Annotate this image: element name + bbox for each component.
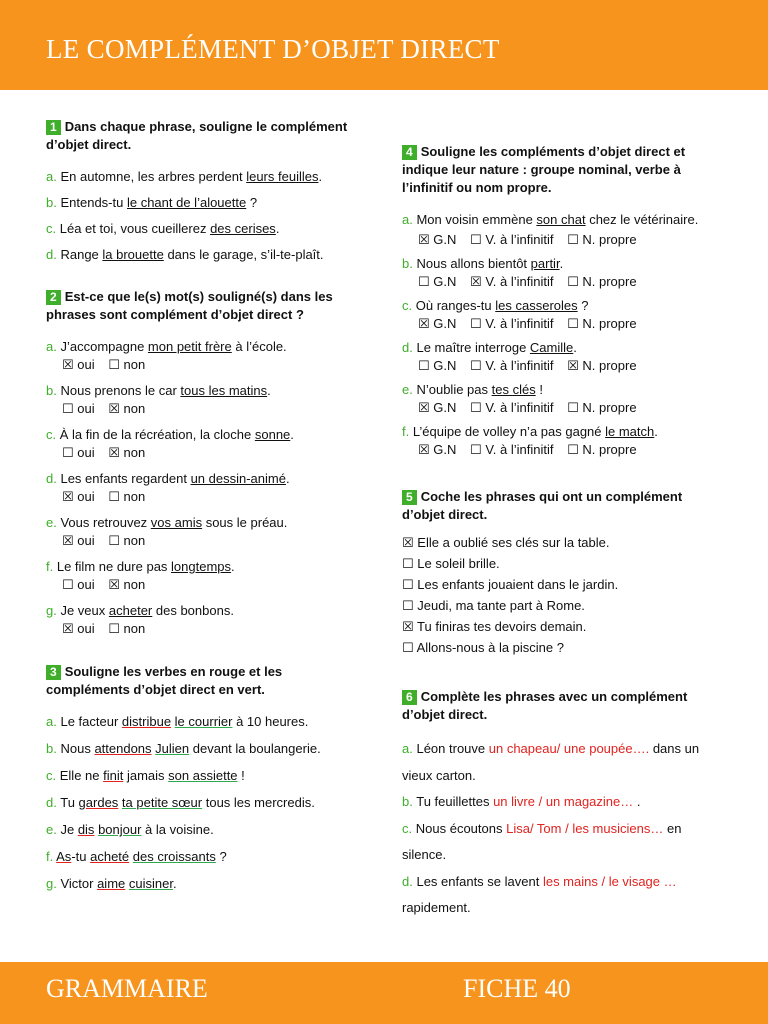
checkbox-oui[interactable]: ☒ — [62, 490, 74, 505]
exercise-number: 6 — [402, 690, 417, 705]
sentence: a. Le facteur distribue le courrier à 10 heures. — [46, 714, 309, 729]
answer: les mains / le visage … — [542, 873, 677, 889]
instruction: Souligne les compléments d’objet direct et indique leur nature : groupe nominal, verbe à l’infinitif ou nom propre. — [402, 144, 686, 195]
checkbox-np[interactable]: ☒ — [567, 359, 579, 374]
checkbox-non[interactable]: ☐ — [108, 490, 120, 505]
checkbox-vi[interactable]: ☐ — [470, 317, 482, 332]
exercise-1-items — [46, 168, 366, 264]
exercise-5-heading — [402, 488, 722, 524]
checkbox-gn[interactable]: ☒ — [418, 443, 430, 458]
checkbox-np[interactable]: ☐ — [567, 275, 579, 290]
sentence: b. Nous attendons Julien devant la boulangerie. — [46, 741, 321, 756]
sentence: d. Range la brouette dans le garage, s’il-te-plaît. — [46, 247, 324, 262]
sentence: a. En automne, les arbres perdent leurs feuilles. — [46, 169, 323, 184]
sentence: e. Je dis bonjour à la voisine. — [46, 822, 214, 837]
checkbox-non[interactable]: ☐ — [108, 534, 120, 549]
checkbox-non[interactable]: ☒ — [108, 578, 120, 593]
exercise-2-items — [46, 338, 366, 639]
instruction: Dans chaque phrase, souligne le complément d’objet direct. — [46, 119, 348, 152]
header-banner — [0, 0, 768, 90]
instruction: Coche les phrases qui ont un complément d’objet direct. — [402, 489, 683, 522]
question: b. Nous allons bientôt partir. ☐ G.N ☒ V. à l’infinitif ☐ N. propre — [402, 256, 637, 290]
exercise-4-items — [402, 209, 722, 460]
checkbox-item[interactable]: ☐ Allons-nous à la piscine ? — [402, 640, 564, 656]
exercise-5-items — [402, 534, 722, 658]
exercise-6-items — [402, 736, 722, 922]
question: e. N’oublie pas tes clés ! ☒ G.N ☐ V. à l’infinitif ☐ N. propre — [402, 382, 637, 416]
question: g. Je veux acheter des bonbons. ☒ oui ☐ non — [46, 603, 234, 637]
checkbox-item[interactable]: ☐ Le soleil brille. — [402, 556, 500, 572]
checkbox-item[interactable]: ☐ Jeudi, ma tante part à Rome. — [402, 598, 585, 614]
footer-subject: GRAMMAIRE — [46, 974, 208, 1003]
exercise-number: 3 — [46, 665, 61, 680]
checkbox-oui[interactable]: ☒ — [62, 534, 74, 549]
answer: Lisa/ Tom / les musiciens… — [506, 820, 664, 836]
question: d. Le maître interroge Camille. ☐ G.N ☐ V. à l’infinitif ☒ N. propre — [402, 340, 637, 374]
exercise-3-items — [46, 713, 366, 893]
checkbox-gn[interactable]: ☒ — [418, 401, 430, 416]
question: f. Le film ne dure pas longtemps. ☐ oui ☒ non — [46, 559, 235, 593]
exercise-3-heading — [46, 663, 366, 699]
sentence: c. Léa et toi, vous cueillerez des cerises. — [46, 221, 280, 236]
checkbox-np[interactable]: ☐ — [567, 401, 579, 416]
answer: un chapeau/ une poupée…. — [488, 741, 650, 756]
question: a. Mon voisin emmène son chat chez le vétérinaire. ☒ G.N ☐ V. à l’infinitif ☐ N. propre — [402, 212, 699, 248]
checkbox-oui[interactable]: ☐ — [62, 402, 74, 417]
checkbox-np[interactable]: ☐ — [567, 317, 579, 332]
exercise-1-heading — [46, 118, 366, 154]
instruction: Souligne les verbes en rouge et les compléments d’objet direct en vert. — [46, 664, 283, 697]
checkbox[interactable]: ☒ — [402, 620, 414, 635]
question: e. Vous retrouvez vos amis sous le préau. ☒ oui ☐ non — [46, 515, 288, 549]
checkbox[interactable]: ☐ — [402, 641, 414, 656]
checkbox[interactable]: ☐ — [402, 578, 414, 593]
sentence: d. Les enfants se lavent les mains / le visage … rapidement. — [402, 873, 677, 915]
sentence: g. Victor aime cuisiner. — [46, 876, 177, 891]
instruction: Est-ce que le(s) mot(s) souligné(s) dans les phrases sont complément d’objet direct ? — [46, 289, 333, 322]
checkbox-gn[interactable]: ☐ — [418, 359, 430, 374]
checkbox-item[interactable]: ☒ Elle a oublié ses clés sur la table. — [402, 535, 610, 551]
checkbox-np[interactable]: ☐ — [567, 233, 579, 248]
exercise-number: 1 — [46, 120, 61, 135]
page-title: LE COMPLÉMENT D’OBJET DIRECT — [46, 34, 500, 64]
exercise-2-heading — [46, 288, 366, 324]
sentence: c. Nous écoutons Lisa/ Tom / les musiciens… en silence. — [402, 820, 682, 862]
right-column — [402, 143, 722, 922]
question: c. À la fin de la récréation, la cloche sonne. ☐ oui ☒ non — [46, 427, 294, 461]
checkbox-vi[interactable]: ☐ — [470, 359, 482, 374]
checkbox-np[interactable]: ☐ — [567, 443, 579, 458]
checkbox-gn[interactable]: ☒ — [418, 233, 430, 248]
checkbox-non[interactable]: ☐ — [108, 622, 120, 637]
sentence: d. Tu gardes ta petite sœur tous les mercredis. — [46, 795, 315, 810]
sentence: b. Tu feuillettes un livre / un magazine… . — [402, 794, 641, 809]
checkbox-non[interactable]: ☐ — [108, 358, 120, 373]
exercise-number: 4 — [402, 145, 417, 160]
exercise-6-heading — [402, 688, 722, 724]
sentence: b. Entends-tu le chant de l’alouette ? — [46, 195, 258, 210]
footer-banner — [0, 962, 768, 1024]
exercise-4-heading — [402, 143, 722, 197]
question: b. Nous prenons le car tous les matins. ☐ oui ☒ non — [46, 383, 271, 417]
checkbox-oui[interactable]: ☒ — [62, 358, 74, 373]
sentence: f. As-tu acheté des croissants ? — [46, 849, 227, 864]
checkbox[interactable]: ☐ — [402, 557, 414, 572]
sentence: a. Léon trouve un chapeau/ une poupée…. dans un vieux carton. — [402, 741, 700, 783]
question: f. L’équipe de volley n’a pas gagné le match. ☒ G.N ☐ V. à l’infinitif ☐ N. propre — [402, 424, 658, 458]
checkbox-non[interactable]: ☒ — [108, 446, 120, 461]
checkbox[interactable]: ☐ — [402, 599, 414, 614]
checkbox-vi[interactable]: ☐ — [470, 401, 482, 416]
left-column — [46, 118, 366, 893]
exercise-number: 5 — [402, 490, 417, 505]
question: c. Où ranges-tu les casseroles ? ☒ G.N ☐ V. à l’infinitif ☐ N. propre — [402, 298, 637, 332]
footer-sheet-number: FICHE 40 — [463, 974, 571, 1003]
checkbox-vi[interactable]: ☐ — [470, 443, 482, 458]
question: a. J’accompagne mon petit frère à l’école. ☒ oui ☐ non — [46, 339, 287, 373]
sentence: c. Elle ne finit jamais son assiette ! — [46, 768, 245, 783]
checkbox-oui[interactable]: ☒ — [62, 622, 74, 637]
checkbox-non[interactable]: ☒ — [108, 402, 120, 417]
checkbox[interactable]: ☒ — [402, 536, 414, 551]
checkbox-vi[interactable]: ☒ — [470, 275, 482, 290]
checkbox-gn[interactable]: ☐ — [418, 275, 430, 290]
checkbox-vi[interactable]: ☐ — [470, 233, 482, 248]
checkbox-gn[interactable]: ☒ — [418, 317, 430, 332]
exercise-number: 2 — [46, 290, 61, 305]
checkbox-item[interactable]: ☒ Tu finiras tes devoirs demain. — [402, 619, 587, 635]
answer: un livre / un magazine… — [493, 794, 634, 809]
checkbox-oui[interactable]: ☐ — [62, 578, 74, 593]
checkbox-item[interactable]: ☐ Les enfants jouaient dans le jardin. — [402, 577, 619, 593]
question: d. Les enfants regardent un dessin-animé. ☒ oui ☐ non — [46, 471, 290, 505]
checkbox-oui[interactable]: ☐ — [62, 446, 74, 461]
instruction: Complète les phrases avec un complément d’objet direct. — [402, 689, 688, 722]
